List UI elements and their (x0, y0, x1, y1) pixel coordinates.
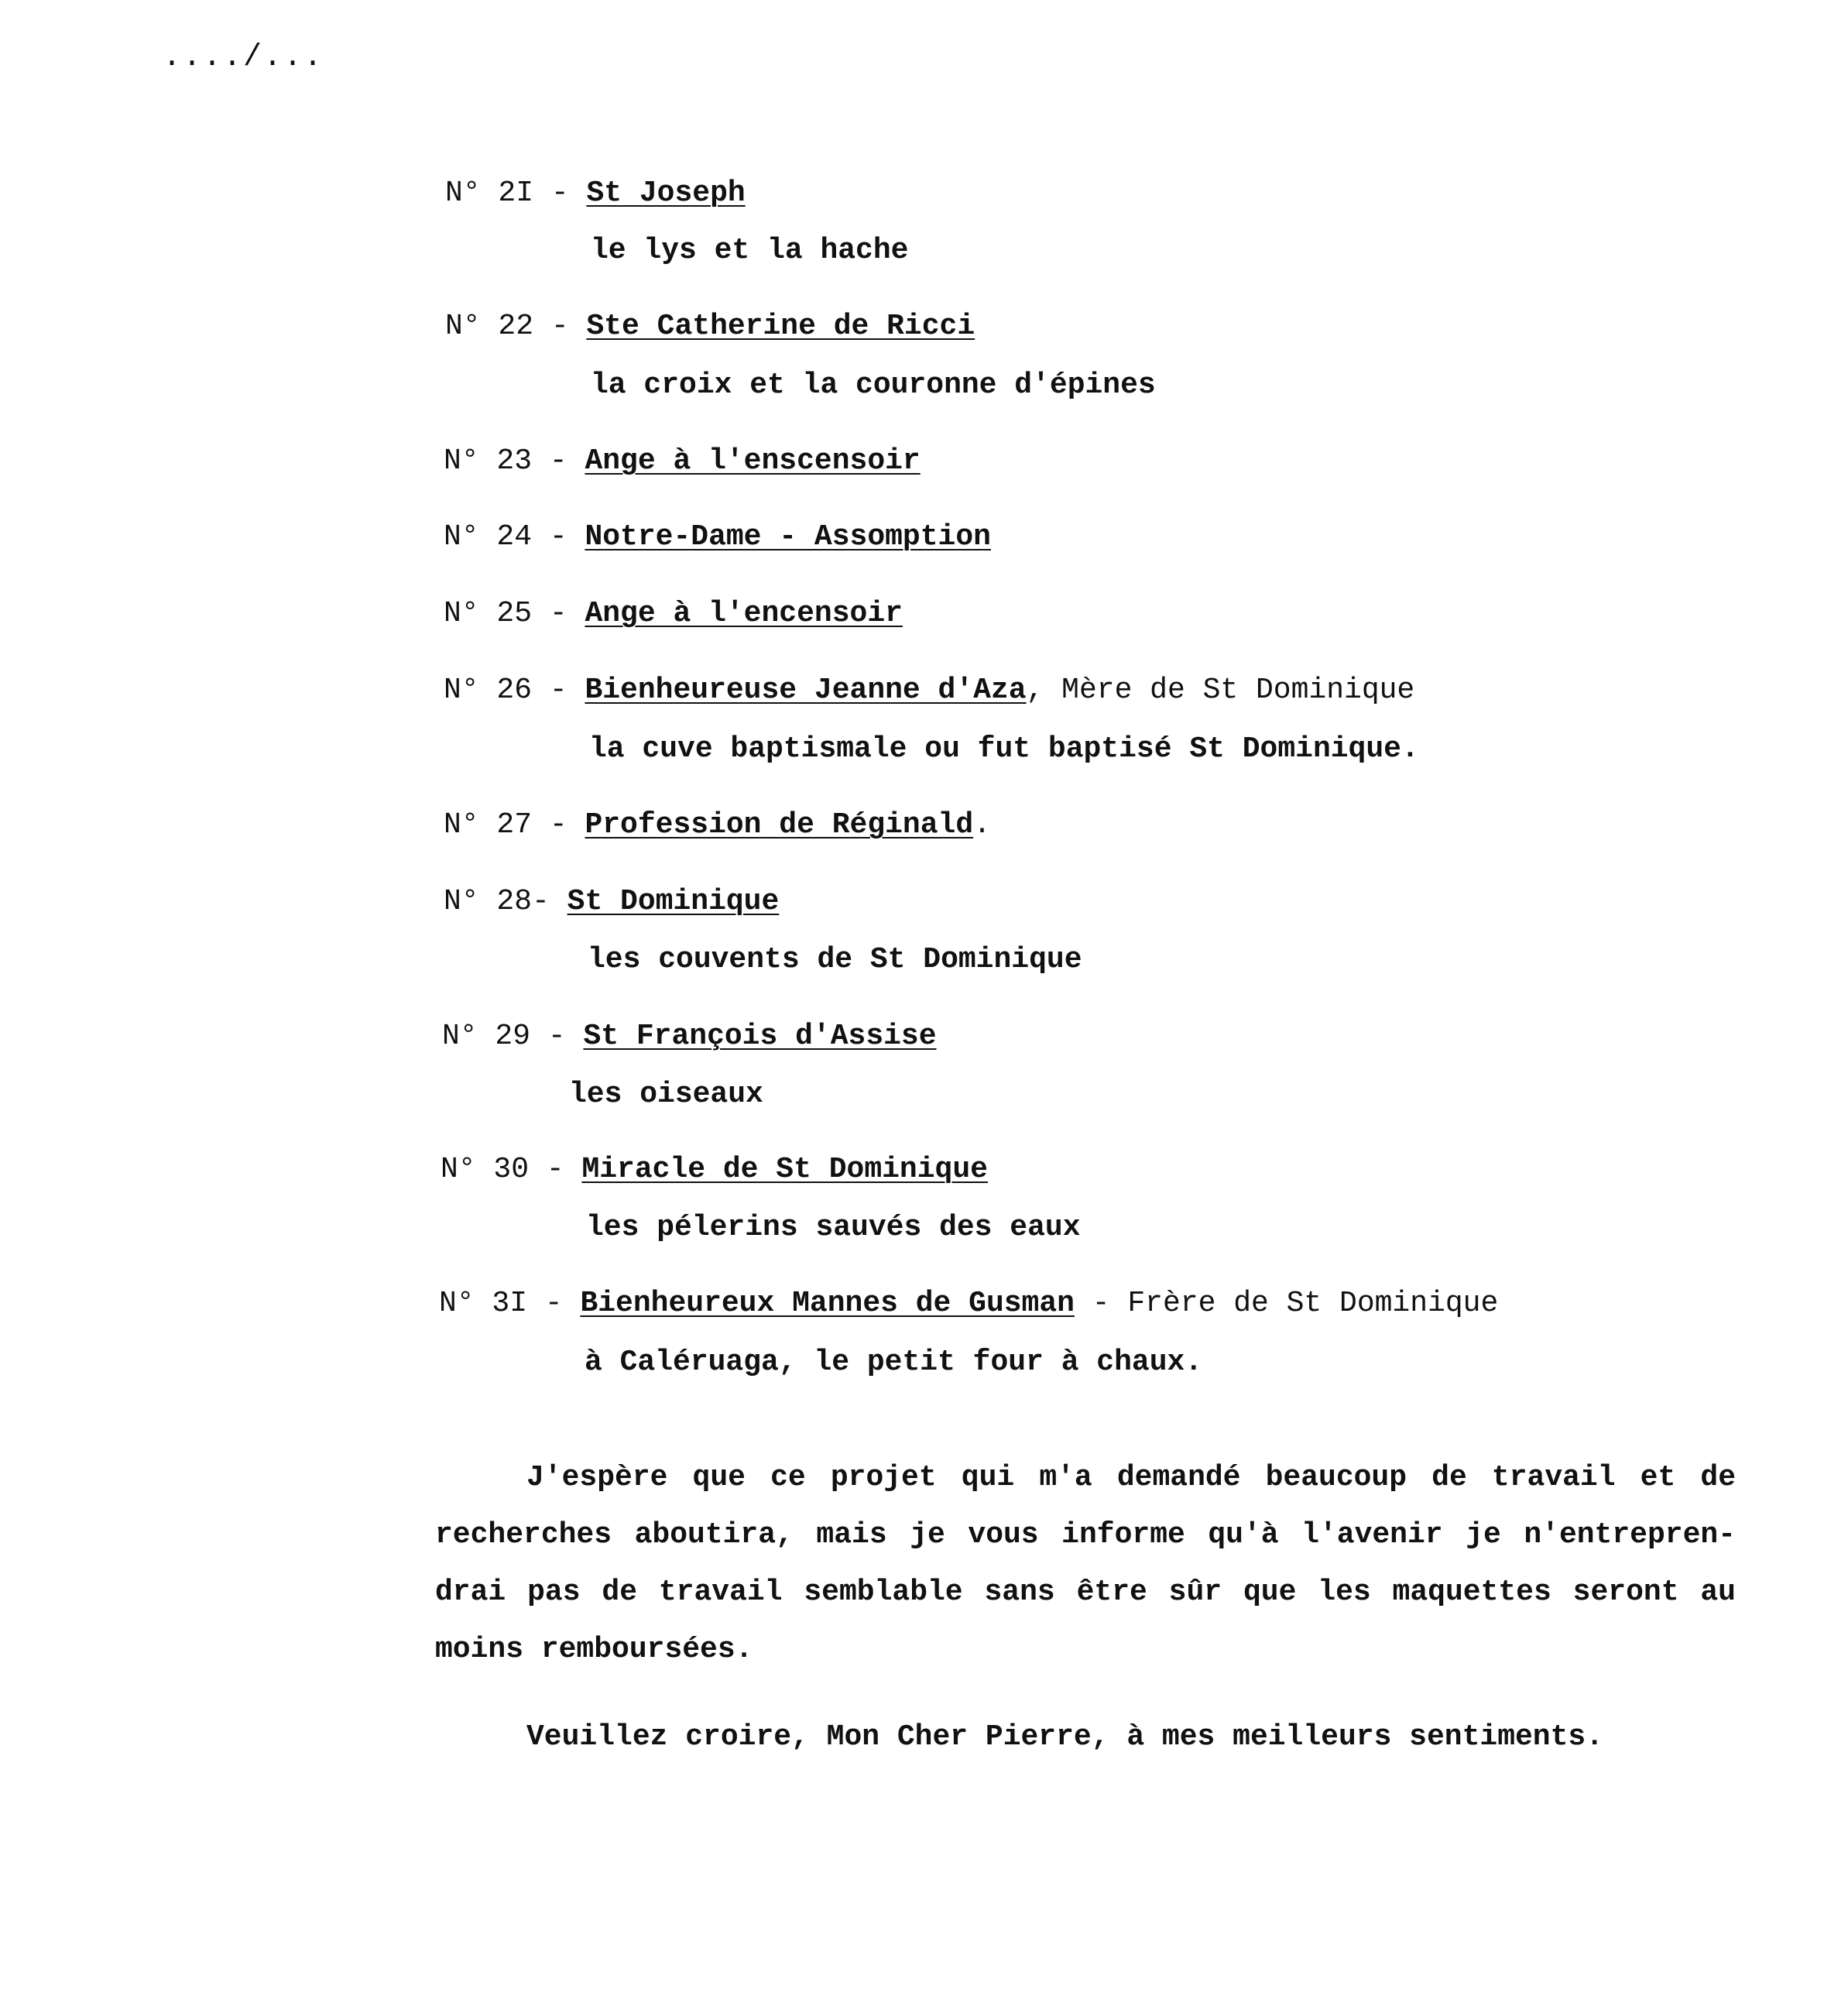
entry-number: N° 24 - (444, 520, 567, 554)
entry-title: St François d'Assise (583, 1020, 937, 1053)
entry-number: N° 28- (444, 885, 550, 918)
entry-23 (444, 444, 921, 478)
entry-31 (439, 1287, 1498, 1321)
entry-28 (444, 885, 779, 919)
entry-30-attribute: les pélerins sauvés des eaux (586, 1211, 1081, 1244)
entry-number: N° 26 - (444, 674, 567, 707)
entry-27 (444, 808, 991, 842)
entry-title: Bienheureux Mannes de Gusman (580, 1287, 1075, 1320)
entry-28-attribute: les couvents de St Dominique (588, 943, 1082, 976)
entry-rest: , Mère de St Dominique (1026, 674, 1415, 707)
entry-number: N° 3I - (439, 1287, 563, 1320)
entry-rest: . (973, 808, 991, 842)
entry-31-attribute: à Caléruaga, le petit four à chaux. (585, 1346, 1203, 1379)
entry-title: St Dominique (567, 885, 780, 918)
entry-title: St Joseph (586, 177, 746, 210)
entry-number: N° 25 - (444, 597, 567, 630)
entry-number: N° 22 - (445, 310, 569, 343)
entry-26-attribute: la cuve baptismale ou fut baptisé St Dominique. (589, 732, 1419, 766)
entry-title: Miracle de St Dominique (581, 1153, 988, 1186)
entry-title: Notre-Dame - Assomption (585, 520, 991, 554)
entry-rest: - Frère de St Dominique (1074, 1287, 1499, 1320)
entry-title: Ange à l'encensoir (585, 597, 903, 630)
entry-29 (442, 1020, 937, 1054)
entry-number: N° 23 - (444, 444, 567, 478)
entry-29-attribute: les oiseaux (569, 1078, 763, 1111)
entry-title: Profession de Réginald (585, 808, 974, 842)
entry-21-attribute: le lys et la hache (591, 234, 909, 267)
entry-21 (445, 177, 746, 211)
entry-24 (444, 520, 991, 554)
entry-number: N° 29 - (442, 1020, 566, 1053)
entry-number: N° 27 - (444, 808, 567, 842)
entry-title: Ange à l'enscensoir (585, 444, 921, 478)
entry-number: N° 2I - (445, 177, 569, 210)
entry-26 (444, 674, 1414, 708)
closing-line: Veuillez croire, Mon Cher Pierre, à mes meilleurs sentiments. (526, 1720, 1604, 1754)
entry-number: N° 30 - (441, 1153, 564, 1186)
continuation-mark: ..../... (163, 40, 324, 75)
body-paragraph: J'espère que ce projet qui m'a demandé beaucoup de travail et de recherches aboutira, mais je vous informe qu'à l'avenir je n'entrepren-drai pas de travail semblable sans être sûr que les maquettes seront au moins remboursées. (435, 1461, 1736, 1666)
entry-22-attribute: la croix et la couronne d'épines (591, 369, 1156, 402)
entry-25 (444, 597, 903, 631)
entry-title: Ste Catherine de Ricci (586, 310, 975, 343)
entry-30 (441, 1153, 988, 1187)
entry-title: Bienheureuse Jeanne d'Aza (585, 674, 1027, 707)
entry-22 (445, 310, 975, 344)
